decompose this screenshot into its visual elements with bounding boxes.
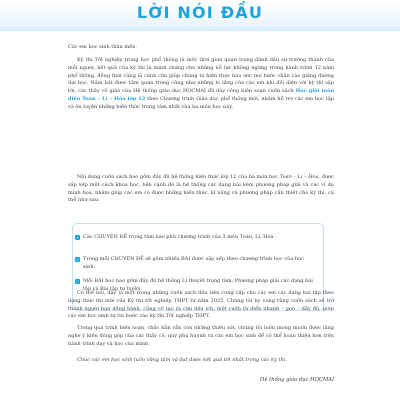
paragraph-intro bbox=[68, 57, 334, 112]
paragraph-content bbox=[68, 174, 334, 205]
paragraph-content-text-after: được sắp xếp một cách khoa học, bên cạnh đó là hệ thống các dạng bài kèm phương pháp giải và các ví dụ minh họa, nhằm giúp các em có được những kiến thức, kĩ năng và phương pháp cần thiết cho kỳ thi, cụ thể như sau: bbox=[68, 174, 334, 204]
list-item-text: Trong mỗi CHUYÊN ĐỀ sẽ gồm nhiều BÀI được sắp xếp theo chương trình học của học sinh. bbox=[83, 256, 304, 270]
page-title: LỜI NÓI ĐẦU bbox=[136, 3, 264, 22]
paragraph-intro-text-after: theo Chương trình Giáo dục phổ thông mới, nhằm hỗ trợ các em học tập và ôn luyện những kiến thức trọng tâm nhất của ba môn học này. bbox=[68, 95, 334, 110]
paragraph-summary: Có thể nói, đây là một trong những cuốn sách đầu tiên cung cấp cho các em các dạng bài tập theo dạng thức thi mới của Kỳ thi tốt nghiệp THPT từ năm 2025. Chúng tôi hy vọng rằng cuốn sách sẽ trở thành người bạn đồng hành, cũng cố tạo ra cửu liệu ích, một cuốn từ điển nhanh – gọn – đầy đủ, giúp các em học sinh tự tin bước vào kỳ thi Tốt nghiệp THPT. bbox=[68, 290, 334, 320]
list-item bbox=[75, 234, 315, 242]
list-item-text: Mỗi BÀI học bao gồm đầy đủ hệ thống Lí thuyết trọng tâm, Phương pháp giải các dạng bài tập và Bài tập tự luyện. bbox=[83, 278, 313, 292]
paragraph-intro-text: Kỳ thi Tốt nghiệp trung học phổ thông là mốc thời gian quan trọng đánh dấu sự trưởng thành của mỗi người, kết quả của kỳ thi là minh chứng cho những nỗ lực không ngừng trong hành trình 12 năm phổ thông, đồng thời cũng là cánh cửa giúp chúng ta hiện thực hóa ước mơ bước chân vào giảng đường đại học. Nắm bắt được tầm quan trọng cũng như những lo lắng của các em khi đối diện với kỳ thi sắp tới, các thầy cô giáo của Hệ thống giáo dục HOCMAI đã dày công biên soạn cuốn sách bbox=[68, 57, 334, 95]
book-title-highlight: Học giỏi toán điện Toán – Lí – Hóa lớp 12 bbox=[68, 88, 335, 102]
signature: Hệ thống giáo dục HOCMAI bbox=[259, 377, 334, 383]
paragraph-feedback: Trong quá trình biên soạn, chắc hẳn vẫn còn những thiếu sót, chúng tôi luôn mong muốn được lắng nghe ý kiến đóng góp của các thầy cô, quý phụ huynh và các em học sinh để có thể hoàn thiện hơn trên hành trình dạy và học của mình. bbox=[68, 325, 334, 347]
greeting: Các em học sinh thân mến, bbox=[68, 44, 137, 50]
checkbox-icon: ✓ bbox=[75, 257, 80, 262]
checkbox-icon: ✓ bbox=[75, 235, 80, 240]
list-item bbox=[75, 256, 315, 272]
checkbox-icon: ✓ bbox=[75, 279, 80, 284]
subjects-italic: Toán – Lí – Hóa, bbox=[279, 174, 321, 180]
list-item-text: Các CHUYÊN ĐỀ trọng tâm bao phủ chương trình của 3 môn Toán, Lí, Hóa. bbox=[83, 234, 276, 240]
paragraph-content-text: Nội dung cuốn sách bao gồm đầy đủ hệ thống kiến thức lớp 12 của ba môn học bbox=[77, 174, 280, 180]
closing-wish: Chúc các em học sinh luôn vững tâm và đạt được kết quả tốt nhất trong các kỳ thi. bbox=[77, 357, 287, 363]
